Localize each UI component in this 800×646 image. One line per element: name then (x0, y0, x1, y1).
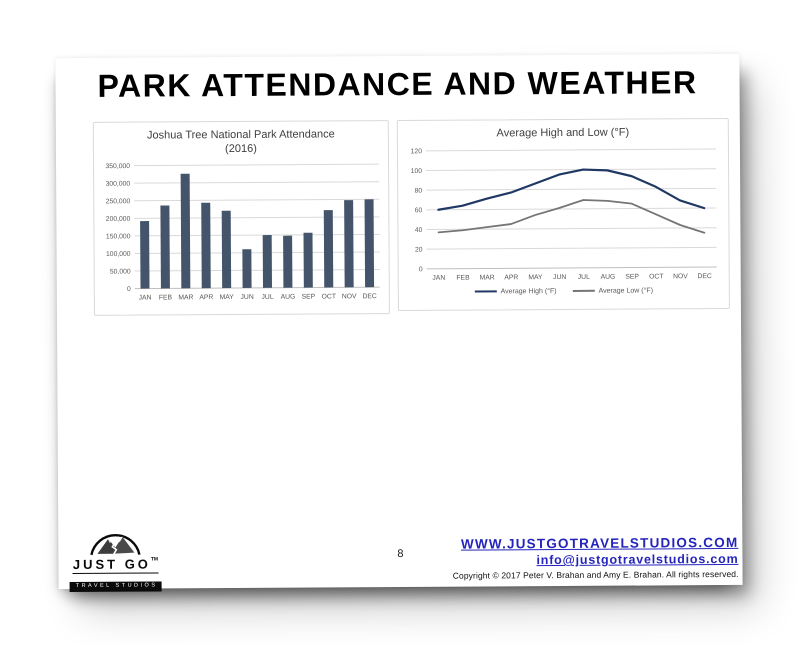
svg-text:250,000: 250,000 (105, 198, 131, 206)
temperature-line-chart (398, 140, 729, 288)
attendance-chart-title: Joshua Tree National Park Attendance (146, 128, 335, 142)
page-number: 8 (397, 547, 404, 561)
attendance-bar-chart (94, 155, 389, 309)
logo-wordmark: JUST GO™ (72, 556, 159, 572)
svg-text:SEP: SEP (301, 293, 316, 301)
svg-text:60: 60 (414, 207, 423, 215)
svg-text:JAN: JAN (138, 294, 152, 302)
svg-text:AUG: AUG (280, 293, 296, 301)
svg-text:NOV: NOV (673, 272, 688, 281)
logo-tagline: TRAVEL STUDIOS (70, 581, 162, 591)
svg-text:350,000: 350,000 (105, 162, 131, 171)
svg-text:80: 80 (414, 187, 423, 195)
svg-text:0: 0 (126, 285, 131, 293)
svg-text:APR: APR (199, 294, 214, 302)
svg-text:40: 40 (414, 226, 423, 234)
svg-text:SEP: SEP (625, 273, 639, 281)
email-link[interactable]: info@justgotravelstudios.com (536, 552, 739, 568)
copyright-text: Copyright © 2017 Peter V. Brahan and Amy E. Brahan. All rights reserved. (452, 569, 739, 581)
charts-row (93, 118, 730, 316)
svg-text:DEC: DEC (697, 272, 712, 280)
svg-text:MAY: MAY (528, 273, 543, 281)
svg-text:300,000: 300,000 (105, 180, 131, 188)
svg-text:FEB: FEB (456, 274, 470, 282)
page-title: PARK ATTENDANCE AND WEATHER (97, 64, 698, 104)
svg-text:NOV: NOV (341, 293, 357, 301)
svg-text:JUL: JUL (577, 273, 590, 281)
svg-text:APR: APR (504, 274, 519, 282)
svg-text:50,000: 50,000 (109, 268, 131, 276)
svg-text:JUN: JUN (240, 293, 254, 301)
svg-text:OCT: OCT (321, 293, 337, 301)
svg-text:MAR: MAR (178, 294, 194, 302)
legend-item (475, 288, 557, 296)
svg-text:0: 0 (418, 266, 423, 274)
legend-line-swatch (475, 291, 497, 293)
legend-label: Average High (°F) (500, 287, 557, 296)
svg-text:FEB: FEB (158, 294, 173, 302)
svg-text:100: 100 (410, 167, 423, 175)
svg-text:DEC: DEC (362, 293, 377, 301)
svg-text:JUN: JUN (553, 273, 567, 281)
svg-text:OCT: OCT (649, 273, 664, 281)
line-chart-legend (399, 287, 729, 296)
svg-text:AUG: AUG (600, 273, 616, 281)
svg-text:200,000: 200,000 (105, 215, 131, 223)
website-link[interactable]: WWW.JUSTGOTRAVELSTUDIOS.COM (460, 534, 739, 552)
temperature-chart-title: Average High and Low (°F) (496, 126, 630, 140)
svg-text:120: 120 (410, 148, 422, 156)
legend-line-swatch (573, 290, 595, 292)
svg-text:20: 20 (414, 246, 423, 254)
svg-text:JAN: JAN (432, 274, 446, 282)
document-page (55, 54, 742, 589)
svg-text:150,000: 150,000 (105, 233, 131, 241)
footer-links (453, 535, 739, 581)
attendance-chart-panel (93, 120, 390, 316)
svg-text:MAY: MAY (219, 293, 234, 302)
legend-item (573, 287, 653, 294)
svg-text:100,000: 100,000 (105, 250, 131, 258)
temperature-chart-panel (397, 118, 730, 311)
attendance-chart-subtitle: (2016) (224, 142, 257, 155)
svg-text:MAR: MAR (479, 274, 495, 282)
legend-label: Average Low (°F) (598, 287, 654, 295)
svg-text:JUL: JUL (261, 293, 274, 301)
logo-tm-mark: TM (150, 556, 159, 563)
